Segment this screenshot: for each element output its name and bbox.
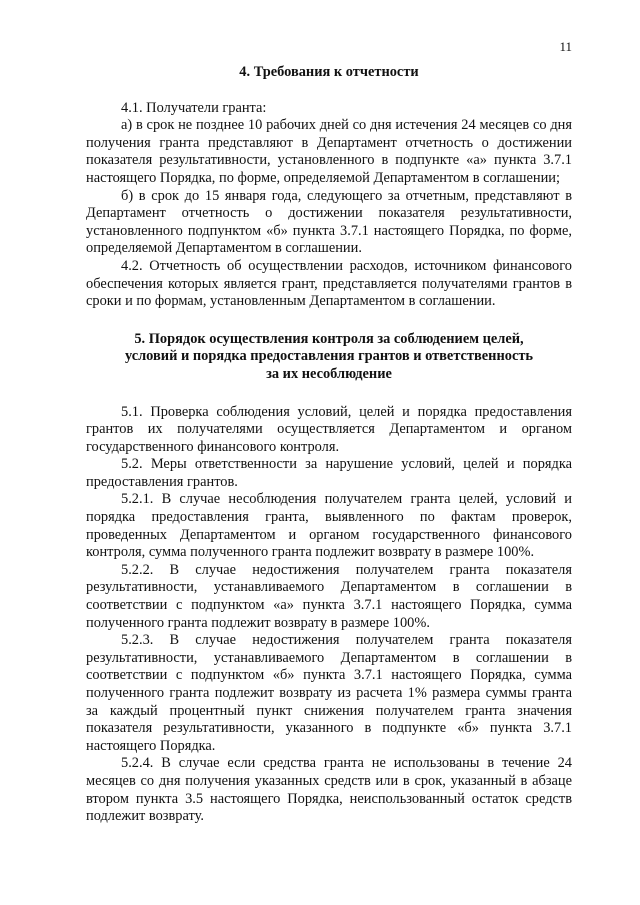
paragraph-5-2-4: 5.2.4. В случае если средства гранта не использованы в течение 24 месяцев со дня получения указанных средств или в срок, указанный в абзаце втором пункта 3.5 настоящего Порядка, неиспользованный остаток средств подлежит возврату. — [86, 755, 572, 825]
section-5-title-line: 5. Порядок осуществления контроля за соблюдением целей, — [134, 330, 524, 347]
paragraph-5-1: 5.1. Проверка соблюдения условий, целей и порядка предоставления грантов их получателями осуществляется Департаментом и органом государственного финансового контроля. — [86, 403, 572, 455]
section-4-title: 4. Требования к отчетности — [239, 64, 419, 80]
page-number: 11 — [559, 39, 572, 54]
paragraph-5-2-1: 5.2.1. В случае несоблюдения получателем гранта целей, условий и порядка предоставления гранта, выявленного по фактам проверок, проведенных Департаментом и органом государственного финансового контроля, сумма полученного гранта подлежит возврату в размере 100%. — [86, 491, 572, 561]
section-5-title — [86, 331, 572, 384]
paragraph-5-2-3: 5.2.3. В случае недостижения получателем гранта показателя результативности, устанавливаемого Департаментом в соглашении в соответствии с подпунктом «б» пункта 3.7.1 настоящего Порядка, сумма полученного гранта подлежит возврату из расчета 1% размера суммы гранта за каждый процентный пункт снижения получателем гранта значения показателя результативности, указанного в подпункте «б» пункта 3.7.1 настоящего Порядка. — [86, 632, 572, 754]
paragraph-4-1-b: б) в срок до 15 января года, следующего за отчетным, представляют в Департамент отчетность о достижении показателя результативности, установленного подпунктом «б» пункта 3.7.1 настоящего Порядка, по форме, определяемой Департаментом в соглашении. — [86, 187, 572, 257]
section-5-title-line: условий и порядка предоставления грантов и ответственность — [124, 348, 534, 365]
paragraph-4-1-a: а) в срок не позднее 10 рабочих дней со дня истечения 24 месяцев со дня получения гранта представляют в Департамент отчетность о достижении показателя результативности, установленного в подпункте «а» пункта 3.7.1 настоящего Порядка, по форме, определяемой Департаментом в соглашении; — [86, 117, 572, 186]
paragraph-5-2: 5.2. Меры ответственности за нарушение условий, целей и порядка предоставления грантов. — [86, 456, 572, 490]
paragraph-4-2: 4.2. Отчетность об осуществлении расходов, источником финансового обеспечения которых является грант, представляется получателями грантов в сроки и по формам, установленным Департаментом в соглашении. — [86, 257, 572, 310]
paragraph-4-1: 4.1. Получатели гранта: — [121, 99, 267, 116]
document-body — [86, 64, 572, 826]
section-5-title-line: за их несоблюдение — [266, 365, 392, 382]
paragraph-5-2-2: 5.2.2. В случае недостижения получателем гранта показателя результативности, устанавливаемого Департаментом в соглашении в соответствии с подпунктом «а» пункта 3.7.1 настоящего Порядка, сумма полученного гранта подлежит возврату в размере 100%. — [86, 561, 572, 631]
